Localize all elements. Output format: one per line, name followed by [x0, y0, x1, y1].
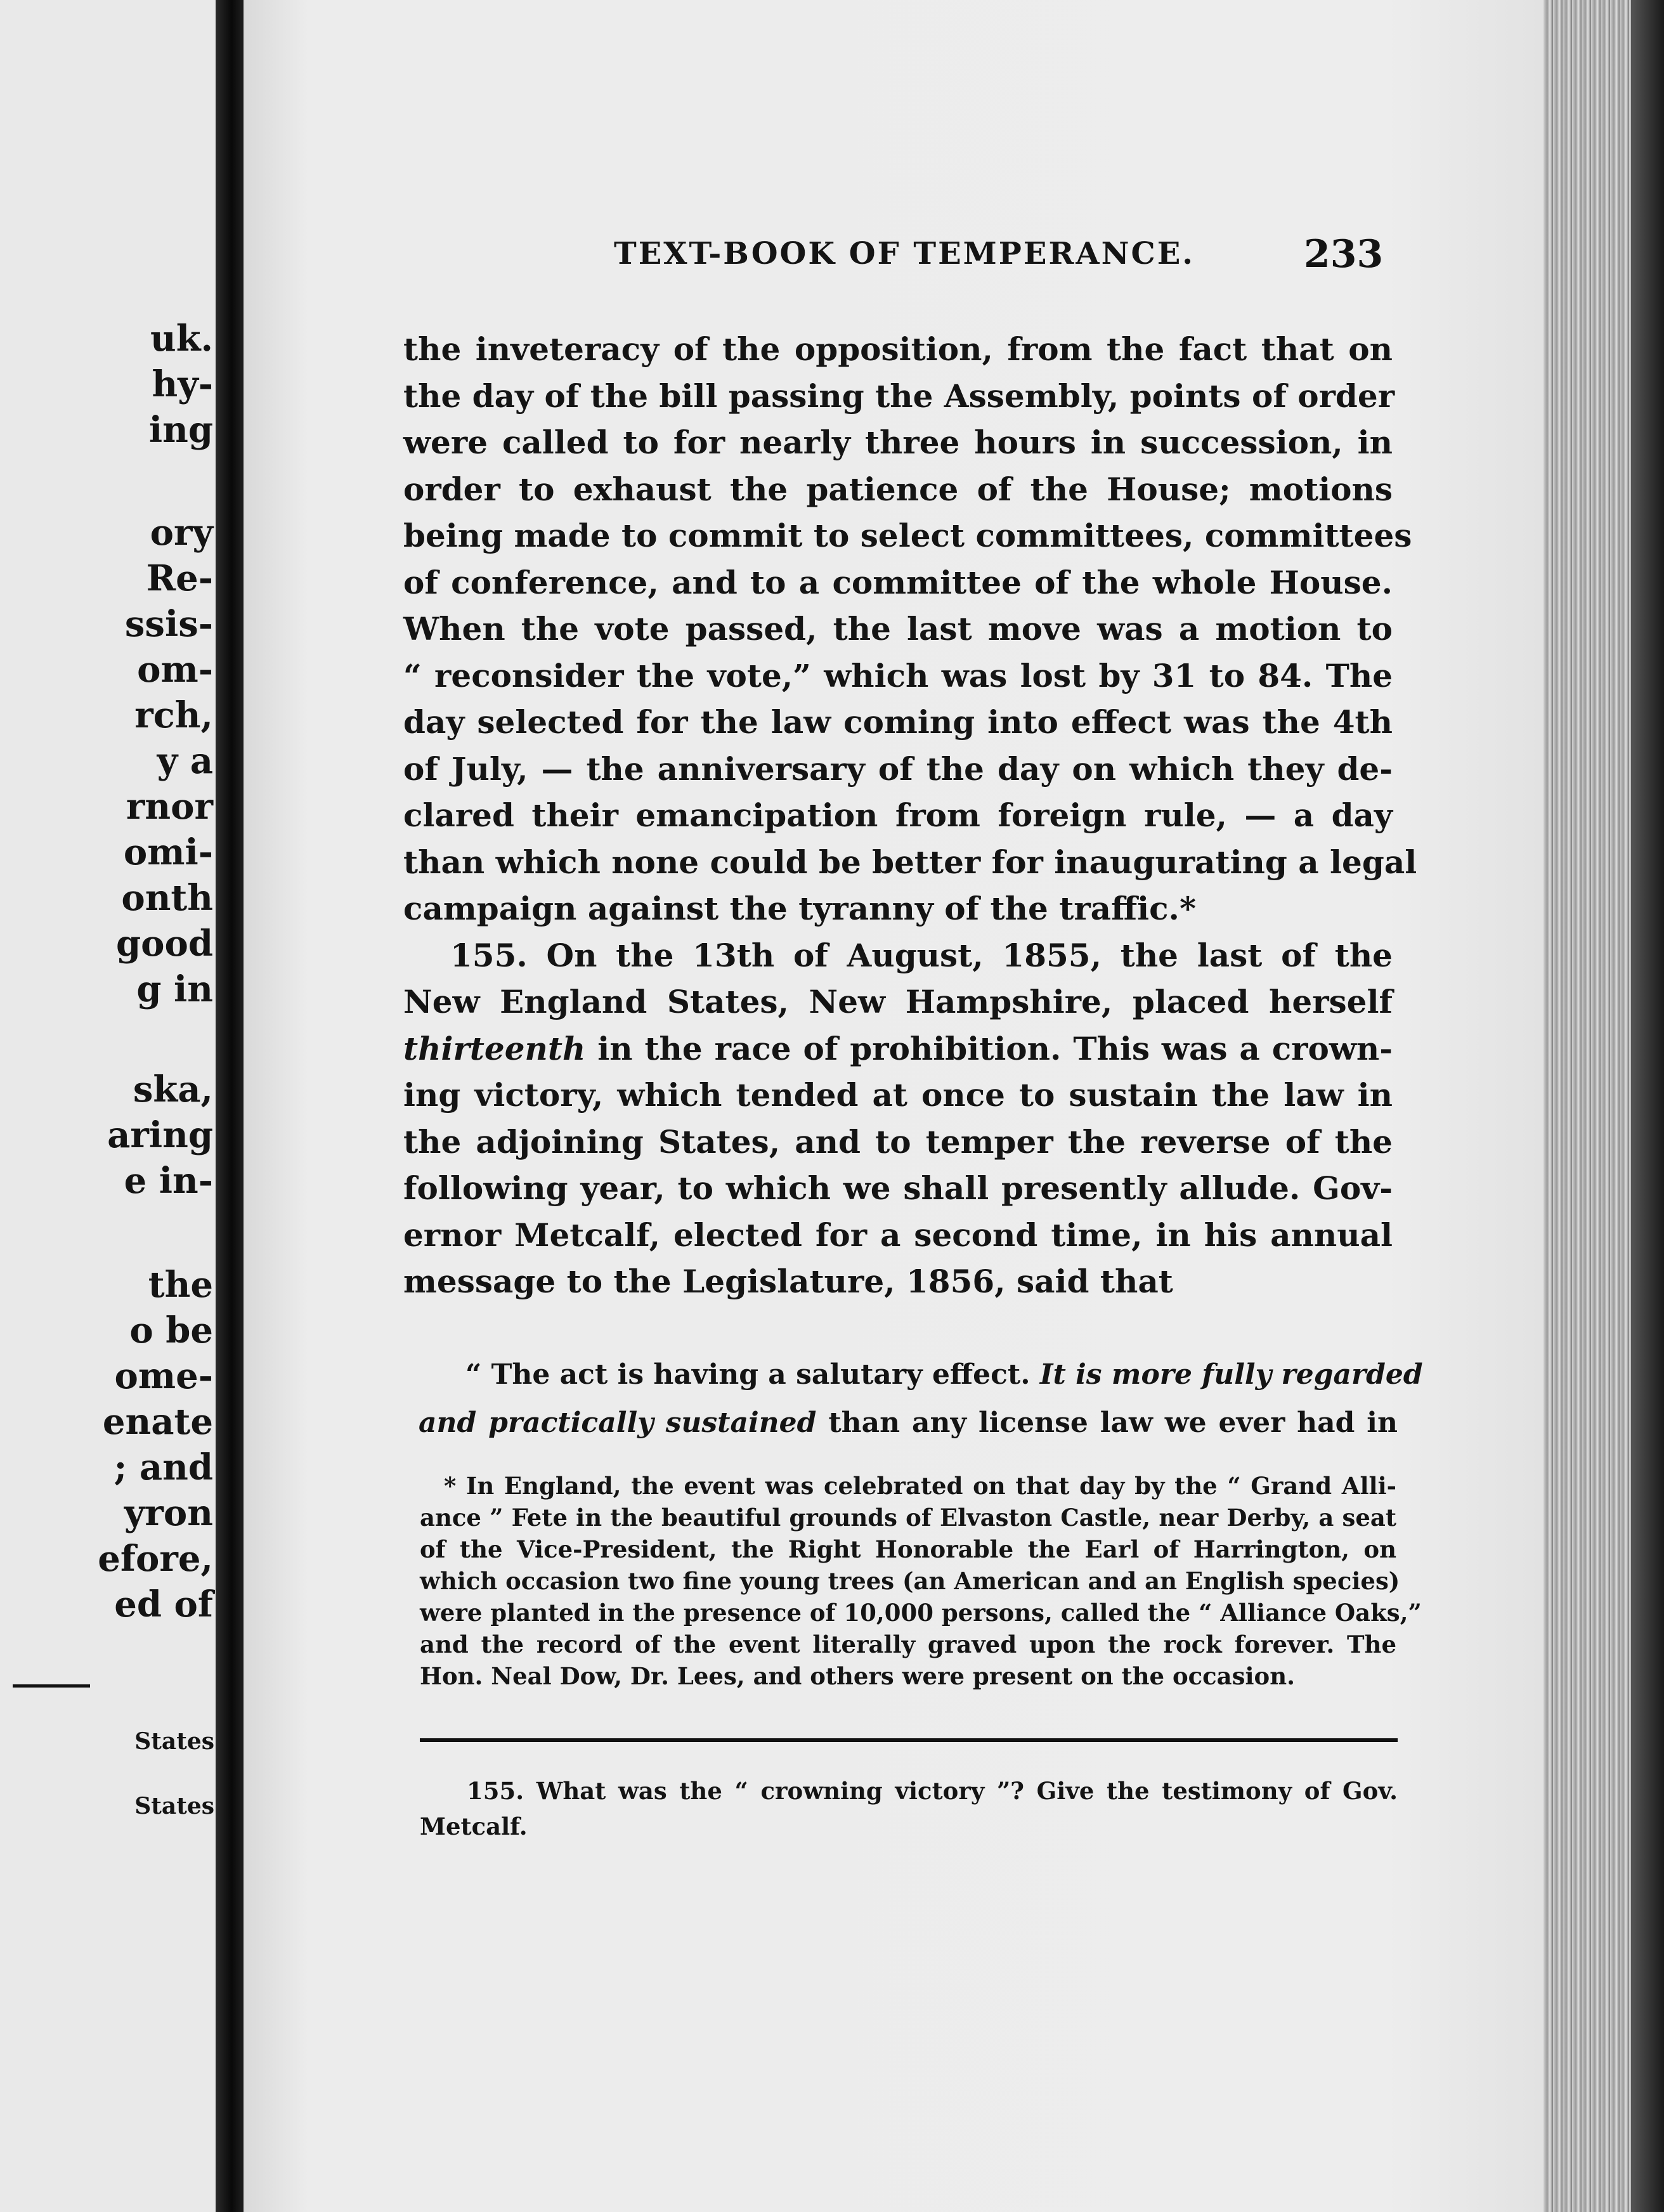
left-page-line: g in	[136, 968, 213, 1010]
page-number: 233	[1304, 232, 1384, 276]
body-line: the inveteracy of the opposition, from the fact that on	[403, 330, 1393, 368]
body-line: ing victory, which tended at once to sustain the law in	[403, 1076, 1393, 1114]
quote-text: “ The act is having a salutary effect.	[465, 1358, 1040, 1391]
footnote-line: * In England, the event was celebrated on that day by the “ Grand Alli-	[444, 1472, 1396, 1500]
quote-italic: and practically sustained	[419, 1407, 817, 1439]
body-line: following year, to which we shall presently allude. Gov-	[403, 1169, 1393, 1207]
question-line: Metcalf.	[420, 1812, 528, 1840]
book-gutter	[216, 0, 242, 2212]
body-line: the day of the bill passing the Assembly, points of order	[403, 377, 1395, 415]
body-line: message to the Legislature, 1856, said that	[403, 1263, 1173, 1300]
body-line: New England States, New Hampshire, placed herself	[403, 983, 1393, 1020]
paragraph-155-first-line: 155. On the 13th of August, 1855, the last of the	[450, 936, 1393, 974]
footer-divider-rule	[420, 1738, 1398, 1742]
study-questions	[420, 1773, 1398, 1844]
left-page-line: ed of	[114, 1584, 213, 1625]
quote-italic: It is more fully regarded	[1039, 1358, 1423, 1391]
left-page-line: rch,	[134, 694, 213, 736]
left-page-line: ing	[148, 409, 213, 451]
footnote	[420, 1470, 1422, 1692]
body-line: When the vote passed, the last move was a motion to	[403, 610, 1393, 647]
left-page-footer-line: States	[134, 1793, 214, 1819]
body-line: than which none could be better for inaugurating a legal	[403, 843, 1417, 881]
left-page-line: ome-	[114, 1355, 213, 1397]
left-page-line: ; and	[114, 1447, 213, 1488]
left-page-line: the	[148, 1264, 213, 1306]
left-facing-page	[0, 0, 222, 2212]
left-page-line: rnor	[126, 786, 213, 828]
footnote-line: were planted in the presence of 10,000 persons, called the “ Alliance Oaks,”	[420, 1599, 1422, 1627]
footnote-line: Hon. Neal Dow, Dr. Lees, and others were present on the occasion.	[420, 1662, 1296, 1690]
body-line: “ reconsider the vote,” which was lost by 31 to 84. The	[403, 656, 1393, 694]
left-page-line: onth	[121, 877, 213, 919]
body-line	[403, 1025, 1393, 1072]
left-page-line: ory	[150, 512, 213, 554]
left-page-line: ska,	[133, 1069, 213, 1110]
left-page-line: omi-	[123, 831, 213, 873]
quote-line	[419, 1351, 1423, 1399]
left-page-line: yron	[124, 1492, 213, 1534]
body-line: ernor Metcalf, elected for a second time, in his annual	[403, 1216, 1393, 1254]
left-page-line: efore,	[98, 1538, 213, 1580]
left-page-line: hy-	[152, 363, 213, 405]
left-page-line: Re-	[146, 557, 213, 599]
left-page-line: ssis-	[124, 603, 213, 645]
left-page-line: uk.	[150, 318, 213, 360]
running-head: TEXT-BOOK OF TEMPERANCE.	[614, 236, 1195, 271]
body-text	[403, 326, 1417, 1305]
left-page-line: enate	[102, 1401, 213, 1443]
footnote-line: and the record of the event literally graved upon the rock forever. The	[420, 1630, 1396, 1658]
left-page-footer-line: States	[134, 1728, 214, 1755]
question-line: 155. What was the “ crowning victory ”? Give the testimony of Gov.	[467, 1777, 1398, 1805]
quote-line	[419, 1399, 1398, 1447]
left-page-line: y a	[157, 740, 213, 782]
footnote-line: of the Vice-President, the Right Honorable the Earl of Harrington, on	[420, 1535, 1396, 1563]
left-page-line: om-	[137, 649, 213, 691]
body-line: of July, — the anniversary of the day on which they de-	[403, 750, 1393, 788]
footnote-line: which occasion two fine young trees (an American and an English species)	[420, 1567, 1400, 1595]
body-line-rest: in the race of prohibition. This was a crown-	[597, 1029, 1393, 1067]
body-line: were called to for nearly three hours in succession, in	[403, 424, 1393, 461]
footnote-line: ance ” Fete in the beautiful grounds of Elvaston Castle, near Derby, a seat	[420, 1504, 1396, 1532]
left-page-footnote-rule	[13, 1684, 90, 1688]
book-edge-shadow	[1631, 0, 1664, 2212]
metcalf-quote	[419, 1351, 1423, 1447]
body-line: of conference, and to a committee of the whole House.	[403, 563, 1393, 601]
body-line: order to exhaust the patience of the House; motions	[403, 470, 1393, 508]
body-line: being made to commit to select committees, committees	[403, 517, 1412, 554]
body-line: clared their emancipation from foreign rule, — a day	[403, 797, 1393, 834]
left-page-line: o be	[129, 1310, 213, 1351]
body-line: the adjoining States, and to temper the reverse of the	[403, 1122, 1393, 1161]
left-page-line: e in-	[124, 1160, 213, 1202]
left-page-line: good	[115, 923, 213, 965]
quote-text: than any license law we ever had in	[816, 1407, 1398, 1439]
body-line: day selected for the law coming into effect was the 4th	[403, 703, 1393, 741]
italic-thirteenth: thirteenth	[403, 1029, 586, 1067]
body-line: campaign against the tyranny of the traffic.*	[403, 890, 1197, 927]
left-page-line: aring	[107, 1114, 213, 1156]
